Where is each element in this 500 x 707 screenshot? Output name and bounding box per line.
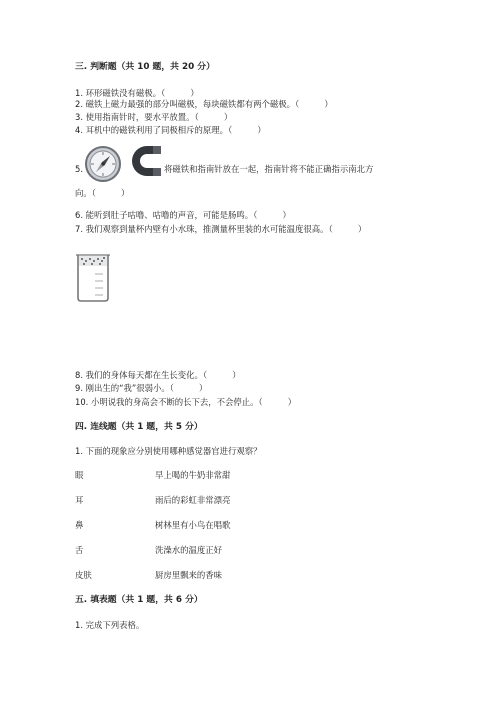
compass-icon	[84, 145, 122, 183]
question-5: 将磁铁和指南针放在一起，指南针将不能正确指示南北方	[164, 164, 374, 174]
question-4: 4. 耳机中的磁铁利用了同极相斥的原理。（ ）	[75, 125, 266, 135]
question-7: 7. 我们观察到量杯内壁有小水珠，推测量杯里装的水可能温度很高。（ ）	[75, 224, 367, 234]
question-8: 8. 我们的身体每天都在生长变化。（ ）	[75, 370, 241, 380]
table-question: 1. 完成下列表格。	[75, 620, 145, 630]
question-2: 2. 磁铁上磁力最强的部分叫磁极，每块磁铁都有两个磁极。（ ）	[75, 99, 333, 109]
phenomenon-label: 雨后的彩虹非常漂亮	[155, 495, 231, 505]
question-10: 10. 小明说我的身高会不断的长下去，不会停止。（ ）	[75, 397, 297, 407]
section-5-title: 五. 填表题（共 1 题，共 6 分）	[75, 595, 203, 605]
organ-label: 耳	[75, 495, 84, 505]
phenomenon-label: 早上喝的牛奶非常甜	[155, 470, 231, 480]
question-9: 9. 刚出生的“我”很弱小。（ ）	[75, 383, 208, 393]
question-3: 3. 使用指南针时，要水平放置。（ ）	[75, 112, 233, 122]
question-1: 1. 环形磁铁没有磁极。（ ）	[75, 88, 199, 98]
matching-question: 1. 下面的现象应分别使用哪种感觉器官进行观察？	[75, 446, 262, 456]
section-4-title: 四. 连线题（共 1 题，共 5 分）	[75, 422, 203, 432]
phenomenon-label: 厨房里飘来的香味	[155, 570, 222, 580]
question-5-continued: 向。（ ）	[75, 188, 130, 198]
organ-label: 鼻	[75, 520, 84, 530]
measuring-cup-icon	[73, 252, 113, 304]
section-3-title: 三. 判断题（共 10 题，共 20 分）	[75, 62, 215, 72]
organ-label: 皮肤	[75, 570, 92, 580]
question-5-number: 5.	[75, 164, 83, 174]
organ-label: 眼	[75, 470, 84, 480]
phenomenon-label: 树林里有小鸟在唱歌	[155, 520, 231, 530]
question-6: 6. 能听到肚子咕噜、咕噜的声音，可能是肠鸣。（ ）	[75, 210, 291, 220]
horseshoe-magnet-icon	[123, 141, 165, 181]
organ-label: 舌	[75, 545, 84, 555]
phenomenon-label: 洗澡水的温度正好	[155, 545, 222, 555]
